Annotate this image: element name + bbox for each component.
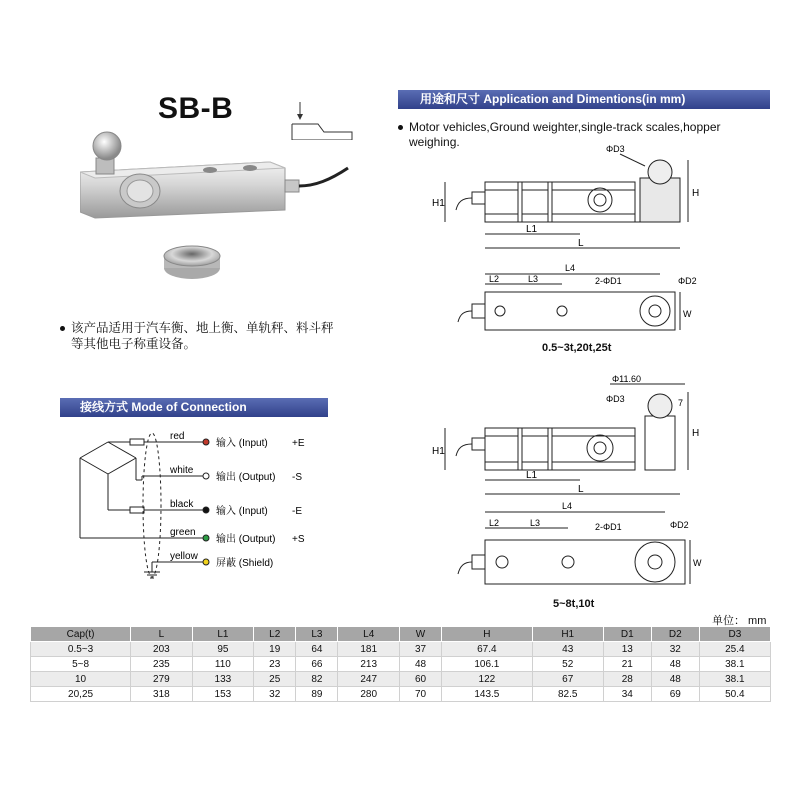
wire-function-label: 输入 (Input) bbox=[216, 438, 268, 449]
dim-seven-label: 7 bbox=[678, 398, 684, 408]
table-cell: 37 bbox=[399, 642, 441, 657]
table-cell: 19 bbox=[254, 642, 296, 657]
table-cell: 5~8 bbox=[31, 657, 131, 672]
table-cell: 25 bbox=[254, 672, 296, 687]
wire-sign-label: +S bbox=[292, 534, 305, 545]
dim-d2-label-2: ΦD2 bbox=[670, 520, 689, 530]
table-header-cell: D3 bbox=[699, 627, 770, 642]
bullet-icon bbox=[60, 326, 65, 331]
wire-terminal-dot bbox=[203, 473, 209, 479]
application-banner: 用途和尺寸 Application and Dimentions(in mm) bbox=[398, 90, 770, 109]
wire-color-label: red bbox=[170, 431, 185, 442]
table-cell: 280 bbox=[338, 687, 400, 702]
table-cell: 122 bbox=[442, 672, 533, 687]
table-cell: 82 bbox=[296, 672, 338, 687]
top-view-drawing-top bbox=[450, 262, 710, 342]
table-cell: 20,25 bbox=[31, 687, 131, 702]
table-cell: 318 bbox=[131, 687, 193, 702]
application-line1: Motor vehicles,Ground weighter,single-track scales,hopper bbox=[409, 120, 721, 134]
table-cell: 48 bbox=[651, 657, 699, 672]
table-cell: 60 bbox=[399, 672, 441, 687]
dim-d1160-label: Φ11.60 bbox=[612, 374, 642, 384]
dim-h-label: H bbox=[692, 188, 700, 199]
table-cell: 133 bbox=[192, 672, 254, 687]
table-cell: 247 bbox=[338, 672, 400, 687]
table-header-cell: L2 bbox=[254, 627, 296, 642]
table-header-cell: L bbox=[131, 627, 193, 642]
wire-color-label: black bbox=[170, 499, 194, 510]
table-header-cell: L4 bbox=[338, 627, 400, 642]
table-cell: 32 bbox=[254, 687, 296, 702]
dim-l4-label-2: L4 bbox=[562, 501, 573, 511]
table-row bbox=[31, 642, 771, 657]
dim-l-label: L bbox=[578, 238, 584, 249]
cn-description-line1: 该产品适用于汽车衡、地上衡、单轨秤、料斗秤 bbox=[71, 321, 334, 335]
wire-function-label: 输出 (Output) bbox=[216, 534, 276, 545]
table-row bbox=[31, 672, 771, 687]
table-header-cell: H1 bbox=[532, 627, 603, 642]
unit-label: 单位： mm bbox=[712, 615, 767, 627]
table-header-cell: D1 bbox=[603, 627, 651, 642]
table-cell: 38.1 bbox=[699, 657, 770, 672]
wiring-diagram bbox=[70, 430, 360, 590]
table-cell: 48 bbox=[399, 657, 441, 672]
table-cell: 153 bbox=[192, 687, 254, 702]
connection-banner: 接线方式 Mode of Connection bbox=[60, 398, 328, 417]
load-cell-photo bbox=[80, 128, 350, 293]
table-header-row bbox=[31, 627, 771, 642]
table-cell: 32 bbox=[651, 642, 699, 657]
dim-d1-label: 2-ΦD1 bbox=[595, 276, 622, 286]
wire-sign-label: +E bbox=[292, 438, 305, 449]
dim-l1-label-2: L1 bbox=[526, 470, 538, 481]
wire-function-label: 屏蔽 (Shield) bbox=[216, 558, 274, 569]
wire-terminal-dot bbox=[203, 507, 209, 513]
wire-color-label: yellow bbox=[170, 551, 198, 562]
table-cell: 48 bbox=[651, 672, 699, 687]
cn-description-line2: 等其他电子称重设备。 bbox=[71, 337, 197, 351]
dim-w-label-2: W bbox=[693, 558, 702, 568]
dim-d1-label-2: 2-ΦD1 bbox=[595, 522, 622, 532]
bullet-icon bbox=[398, 125, 403, 130]
side-view-drawing-bottom bbox=[430, 372, 700, 502]
dim-d2-label: ΦD2 bbox=[678, 276, 697, 286]
spec-table bbox=[30, 626, 771, 702]
wire-terminal-dot bbox=[203, 439, 209, 445]
table-header-cell: D2 bbox=[651, 627, 699, 642]
top-view-drawing-bottom bbox=[450, 500, 710, 595]
table-cell: 203 bbox=[131, 642, 193, 657]
table-cell: 64 bbox=[296, 642, 338, 657]
dim-l3-label: L3 bbox=[528, 274, 539, 284]
table-cell: 10 bbox=[31, 672, 131, 687]
table-header-cell: W bbox=[399, 627, 441, 642]
dim-l-label-2: L bbox=[578, 484, 584, 495]
wire-terminal-dot bbox=[203, 559, 209, 565]
table-cell: 25.4 bbox=[699, 642, 770, 657]
table-header-cell: L3 bbox=[296, 627, 338, 642]
table-cell: 21 bbox=[603, 657, 651, 672]
table-cell: 52 bbox=[532, 657, 603, 672]
wire-function-label: 输入 (Input) bbox=[216, 506, 268, 517]
table-cell: 82.5 bbox=[532, 687, 603, 702]
table-cell: 50.4 bbox=[699, 687, 770, 702]
wire-function-label: 输出 (Output) bbox=[216, 472, 276, 483]
wire-sign-label: -E bbox=[292, 506, 302, 517]
table-header-cell: L1 bbox=[192, 627, 254, 642]
table-cell: 67 bbox=[532, 672, 603, 687]
table-row bbox=[31, 657, 771, 672]
table-header-cell: H bbox=[442, 627, 533, 642]
table-cell: 235 bbox=[131, 657, 193, 672]
dim-w-label: W bbox=[683, 309, 692, 319]
wire-color-label: white bbox=[170, 465, 194, 476]
table-cell: 106.1 bbox=[442, 657, 533, 672]
table-cell: 279 bbox=[131, 672, 193, 687]
table-header-cell: Cap(t) bbox=[31, 627, 131, 642]
product-title: SB-B bbox=[158, 92, 234, 125]
table-cell: 13 bbox=[603, 642, 651, 657]
cn-description bbox=[60, 320, 360, 352]
caption-top: 0.5~3t,20t,25t bbox=[542, 342, 612, 354]
dim-h1-label-2: H1 bbox=[432, 446, 445, 457]
wire-sign-label: -S bbox=[292, 472, 302, 483]
table-cell: 213 bbox=[338, 657, 400, 672]
table-cell: 89 bbox=[296, 687, 338, 702]
caption-bottom: 5~8t,10t bbox=[553, 598, 595, 610]
table-cell: 38.1 bbox=[699, 672, 770, 687]
table-cell: 43 bbox=[532, 642, 603, 657]
table-row bbox=[31, 687, 771, 702]
table-cell: 67.4 bbox=[442, 642, 533, 657]
side-view-drawing-top bbox=[430, 140, 700, 255]
table-cell: 69 bbox=[651, 687, 699, 702]
dim-l2-label: L2 bbox=[489, 274, 500, 284]
dim-d3-label: ΦD3 bbox=[606, 144, 625, 154]
table-cell: 95 bbox=[192, 642, 254, 657]
dim-h-label-2: H bbox=[692, 428, 700, 439]
dim-l3-label-2: L3 bbox=[530, 518, 541, 528]
table-cell: 110 bbox=[192, 657, 254, 672]
table-cell: 70 bbox=[399, 687, 441, 702]
wire-terminal-dot bbox=[203, 535, 209, 541]
table-cell: 143.5 bbox=[442, 687, 533, 702]
table-cell: 66 bbox=[296, 657, 338, 672]
table-cell: 181 bbox=[338, 642, 400, 657]
dim-h1-label: H1 bbox=[432, 198, 445, 209]
table-cell: 23 bbox=[254, 657, 296, 672]
dim-l2-label-2: L2 bbox=[489, 518, 500, 528]
table-cell: 0.5~3 bbox=[31, 642, 131, 657]
table-cell: 34 bbox=[603, 687, 651, 702]
dim-l1-label: L1 bbox=[526, 224, 538, 235]
wire-color-label: green bbox=[170, 527, 196, 538]
table-cell: 28 bbox=[603, 672, 651, 687]
dim-d3-label-2: ΦD3 bbox=[606, 394, 625, 404]
dim-l4-label: L4 bbox=[565, 263, 576, 273]
application-line2: weighing. bbox=[409, 135, 460, 149]
